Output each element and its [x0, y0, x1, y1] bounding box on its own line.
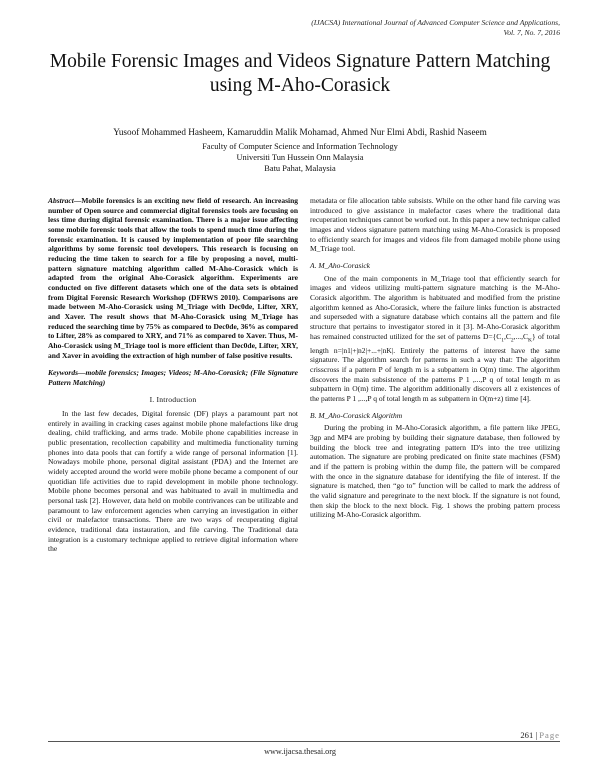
author-list: Yusoof Mohammed Hasheem, Kamaruddin Malik Mohamad, Ahmed Nur Elmi Abdi, Rashid Naseem [113, 127, 487, 137]
subsection-a-text-part: ,...,C [513, 331, 528, 341]
right-column [310, 196, 560, 520]
paper-title: Mobile Forensic Images and Videos Signature Pattern Matching using M-Aho-Corasick [49, 51, 551, 96]
left-column [48, 196, 298, 554]
journal-volume: Vol. 7, No. 7, 2016 [503, 28, 560, 37]
page-number [520, 730, 560, 740]
keywords: Keywords—mobile forensics; Images; Videos; M-Aho-Corasick; (File Signature Pattern Matching) [48, 368, 298, 387]
introduction-text: In the last few decades, Digital forensic (DF) plays a paramount part not entirely in availing in cracking cases against mobile phone malefactions like drug dealing, child trafficking, and arms trade. Mobile phone capabilities increase in public presentation, recollection capability and multimedia functionality turning phones into data pools that can fortify a wide range of personal information [1]. Nowadays mobile phone, personal digital assistant (PDA) and the Internet are widely accepted around the world were mobile phone became a component of our quotidian life activities due to rapid development in mobile phone technology. Mobile phone becomes personal and was habituated to avail in multimedia and personal task [2]. However, data held on mobile contrivances can be utilizable and paramount to law enforcement agencies when carrying an investigation in either civil or malefactor transactions. There are two ways of recuperating digital evidence, traditional data instauration, and file carving. The Traditional data integration is a customary technique applied to retrieve digital information where the [48, 409, 298, 554]
abstract-lead: Abstract [48, 196, 74, 205]
page-word: Page [539, 730, 560, 740]
abstract-text: —Mobile forensics is an exciting new field of research. An increasing number of Open source and commercial digital forensics tools are focusing on less time during digital forensic examination. There is a major issue affecting some mobile forensic tools that allow the tools to spend much time during the forensic examination. It is caused by implementation of poor file searching algorithms by some forensic tool developers. This research is focusing on reducing the time taken to search for a file by proposing a novel, multi-pattern signature matching algorithm called M-Aho-Corasick which is adapted from the original Aho-Corasick algorithm. Experiments are conducted on five different datasets which one of the data sets is obtained from Digital Forensic Research Workshop (DFRWS 2010). Comparisons are made between M-Aho-Corasick using M_Triage with Dec0de, Lifter, XRY, and Xaver. The result shows that M-Aho-Corasick using M_Triage has reduced the searching time by 75% as compared to Dec0de, 36% as compared to Lifter, 28% as compared to XRY, and 71% as compared to Xaver. Thus, M-Aho-Corasick using M_Triage tool is more efficient than Dec0de, Lifter, XRY, and Xaver in avoiding the extraction of high number of false positive results. [48, 196, 298, 360]
subsection-heading-b: B. M_Aho-Corasick Algorithm [310, 410, 403, 420]
page-number-value: 261 | [520, 730, 538, 740]
affiliation-line: Batu Pahat, Malaysia [264, 164, 336, 173]
subsection-heading-a: A. M_Aho-Corasick [310, 260, 370, 270]
affiliation-line: Universiti Tun Hussein Onn Malaysia [236, 153, 364, 162]
section-heading-introduction: I. Introduction [149, 395, 197, 405]
journal-name: (IJACSA) International Journal of Advanced Computer Science and Applications, [311, 18, 560, 27]
journal-header [40, 18, 560, 38]
subsection-a-text: One of the main components in M_Triage tool that efficiently search for images and videos utilizing multi-pattern signature matching is the M-Aho-Corasick algorithm. The algorithm is habituated and modified from the pristine algorithm kenned as Aho-Corasick, where the failure links function is abstracted and superseded with a signature database which contains all the pattern and file structure that pertains to investigator stored in it [3]. M-Aho-Corasick algorithm has remained constructed utilized for the set of patterns $D=\{C_1,C_2,...,C_K\}$ of total length n=|n1|+|n2|+...+|nK|. Entirely the patterns of interest have the same signature. The algorithm search for patterns in such a way that: The algorithm crisscross if a pattern P of length m is a subpattern in O(m) time. The algorithm discovers the main subsistence of the patterns P 1 ,...,P q of total length m as subpattern in O(m) time. The algorithm additionally discovers all z existences of the patterns P 1 ,...,P q of total length m as subpattern in O(m+z) time [4]. [310, 273, 560, 403]
subsection-b-text: During the probing in M-Aho-Corasick algorithm, a file pattern like JPEG, 3gp and MP4 are probing by building their signature database, then followed by building the block tree and integrating pattern ID's into the tree utilizing automation. The signature are probing predicated on finite state machines (FSM) and if the pattern is probing within the dump file, the pattern will be compared with the once in the signature database for identifying the file of interest. If the signature is matched, then “go to” function will be called to mark the address of the valid signature and peregrinate to the next block. If the signature is not found, then skip the block to the next block. Fig. 1 shows the probing pattern process utilizing M-Aho-Corasick algorithm. [310, 423, 560, 520]
subsection-a-text-part: } of total length n=|n1|+|n2|+...+|nK|. Entirely the patterns of interest have the same signature. The algorithm search for patterns in such a way that: The algorithm crisscross if a pattern P of length m is a subpattern in O(m) time. The algorithm discovers the main subsistence of the patterns P 1 ,...,P q of total length m as subpattern in O(m) time. The algorithm additionally discovers all z existences of the patterns P 1 ,...,P q of total length m as subpattern in O(m+z) time [4]. [310, 331, 560, 403]
abstract [48, 196, 298, 360]
affiliation [30, 141, 570, 174]
affiliation-line: Faculty of Computer Science and Information Technology [202, 142, 398, 151]
introduction-continued: metadata or file allocation table subsists. While on the other hand file carving was introduced to give assistance in malefactor cases where the traditional data recuperation techniques cannot be worked out. In this paper a new technique called images and videos signature pattern matching using M-Aho-Corasick is proposed to efficiently search for images and videos file from damaged mobile phone using M_Triage tool. [310, 196, 560, 254]
footer-divider [48, 741, 560, 742]
footer-website: www.ijacsa.thesai.org [264, 747, 336, 756]
subsection-a-text-part: One of the main components in M_Triage tool that efficiently search for images and videos utilizing multi-pattern signature matching is the M-Aho-Corasick algorithm. The algorithm is habituated and modified from the pristine algorithm kenned as Aho-Corasick, where the failure links function is abstracted and superseded with a signature database which contains all the pattern and file structure that pertains to investigator stored in it [3]. M-Aho-Corasick algorithm has remained constructed utilized for the set of patterns D={C [310, 273, 560, 341]
